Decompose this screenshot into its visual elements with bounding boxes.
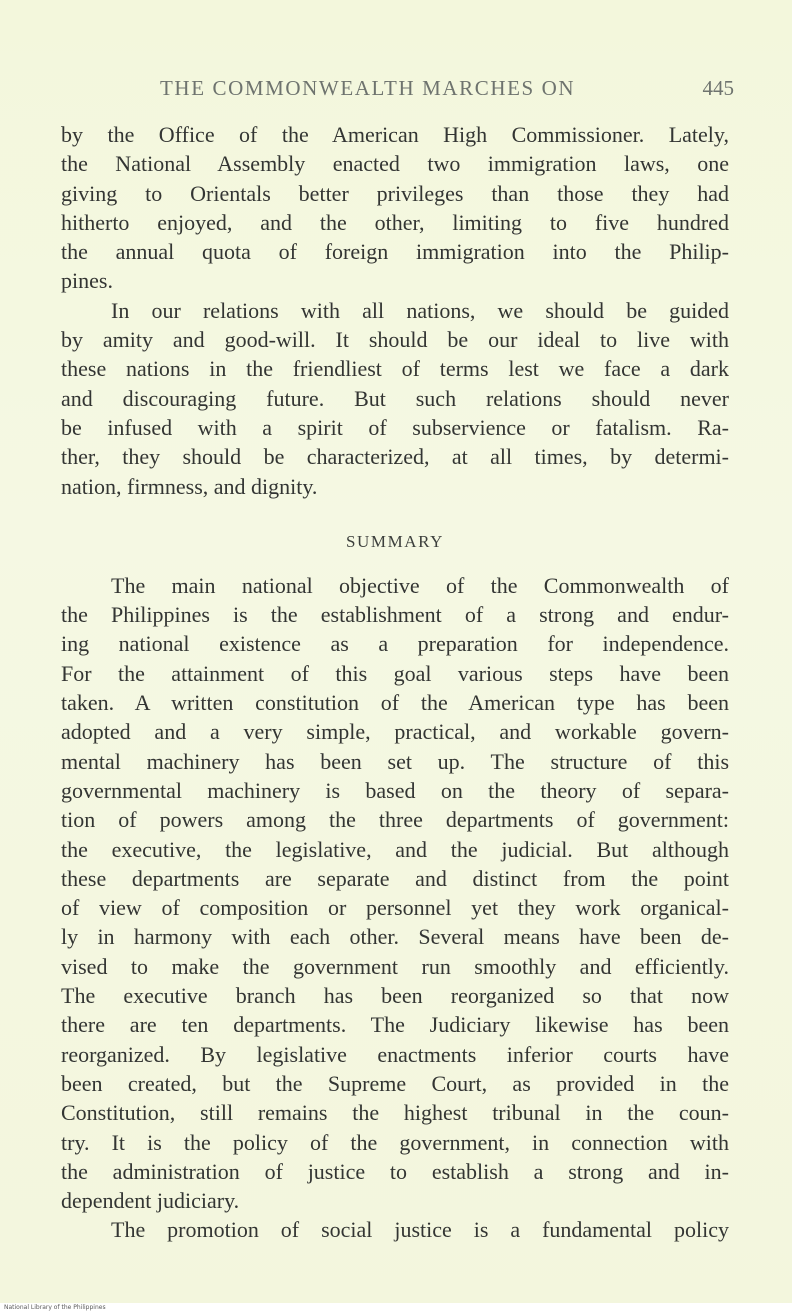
- text-line: governmental machinery is based on the theory of separa-: [61, 777, 729, 803]
- text-line: For the attainment of this goal various steps have been: [61, 660, 729, 686]
- page-number: 445: [702, 76, 734, 100]
- text-line: mental machinery has been set up. The structure of this: [61, 748, 729, 774]
- text-line: ing national existence as a preparation for independence.: [61, 631, 729, 657]
- text-line: these nations in the friendliest of terms lest we face a dark: [61, 356, 729, 382]
- text-line: by amity and good-will. It should be our ideal to live with: [61, 327, 729, 353]
- running-title: THE COMMONWEALTH MARCHES ON: [160, 76, 576, 100]
- text-line: The main national objective of the Commonwealth of: [111, 572, 729, 598]
- text-line: the executive, the legislative, and the judicial. But although: [61, 836, 729, 862]
- text-line: The promotion of social justice is a fundamental policy: [111, 1217, 729, 1243]
- text-line: these departments are separate and distinct from the point: [61, 865, 729, 891]
- text-line: ther, they should be characterized, at all times, by determi-: [61, 444, 729, 470]
- text-line: there are ten departments. The Judiciary likewise has been: [61, 1012, 729, 1038]
- text-line: giving to Orientals better privileges than those they had: [61, 180, 729, 206]
- text-line: the Philippines is the establishment of a strong and endur-: [61, 602, 729, 628]
- text-line: the annual quota of foreign immigration into the Philip-: [61, 239, 729, 265]
- paragraph-1: [61, 120, 729, 296]
- text-line: tion of powers among the three departments of government:: [61, 807, 729, 833]
- paragraph-2: [61, 296, 729, 501]
- text-line: In our relations with all nations, we should be guided: [111, 297, 729, 323]
- text-line: be infused with a spirit of subservience or fatalism. Ra-: [61, 414, 729, 440]
- paragraph-3: [61, 571, 729, 1216]
- paragraph-4: [61, 1215, 729, 1244]
- text-line: taken. A written constitution of the American type has been: [61, 690, 729, 716]
- text-line: ly in harmony with each other. Several means have been de-: [61, 924, 729, 950]
- text-line: of view of composition or personnel yet they work organical-: [61, 895, 729, 921]
- text-line: dependent judiciary.: [61, 1188, 240, 1214]
- library-watermark: National Library of the Philippines: [4, 1304, 106, 1311]
- text-line: the administration of justice to establish a strong and in-: [61, 1158, 729, 1184]
- text-line: vised to make the government run smoothly and efficiently.: [61, 953, 729, 979]
- running-head: [60, 76, 736, 106]
- text-line: nation, firmness, and dignity.: [61, 473, 318, 499]
- section-heading: SUMMARY: [345, 531, 445, 551]
- footer-strip: [0, 1303, 792, 1313]
- text-line: adopted and a very simple, practical, and workable govern-: [61, 719, 729, 745]
- text-line: try. It is the policy of the government, in connection with: [61, 1129, 729, 1155]
- text-line: been created, but the Supreme Court, as provided in the: [61, 1070, 729, 1096]
- text-line: hitherto enjoyed, and the other, limiting to five hundred: [61, 209, 729, 235]
- text-line: pines.: [61, 268, 113, 294]
- text-line: The executive branch has been reorganized so that now: [61, 983, 729, 1009]
- text-line: the National Assembly enacted two immigration laws, one: [61, 151, 729, 177]
- text-line: reorganized. By legislative enactments inferior courts have: [61, 1041, 729, 1067]
- text-line: and discouraging future. But such relations should never: [61, 385, 729, 411]
- body-text: [61, 120, 729, 1245]
- text-line: by the Office of the American High Commissioner. Lately,: [61, 122, 729, 147]
- text-line: Constitution, still remains the highest tribunal in the coun-: [61, 1100, 729, 1126]
